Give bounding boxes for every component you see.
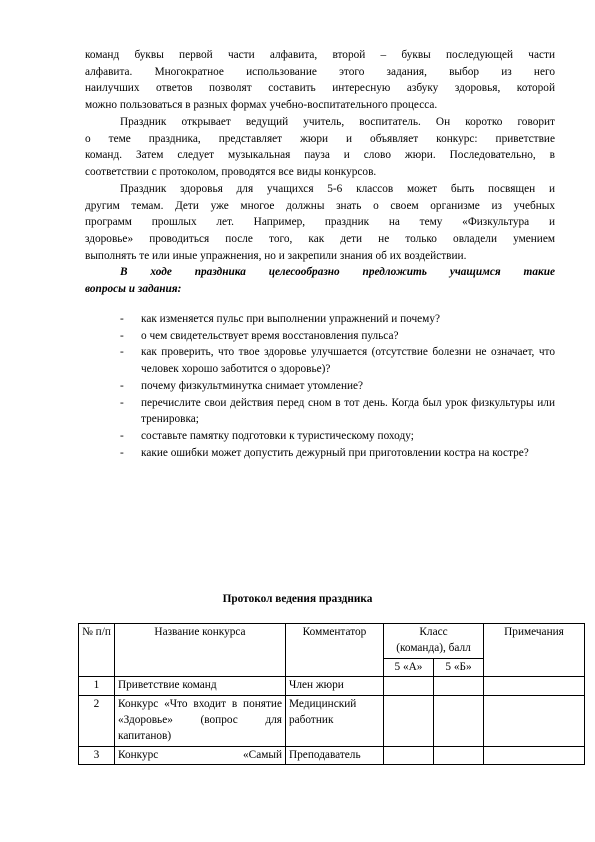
list-item xyxy=(120,344,555,377)
cell-score-b xyxy=(434,746,484,765)
bullet-marker: - xyxy=(120,396,124,409)
cell-notes xyxy=(484,677,585,696)
table-header-row xyxy=(79,624,585,659)
text-line: о теме праздника, представляет жюри и объявляет конкурс: приветствие xyxy=(85,132,555,145)
cell-notes xyxy=(484,696,585,746)
cell-name: Приветствие команд xyxy=(115,677,286,696)
text-line: соответствии с протоколом, проводятся все виды конкурсов. xyxy=(85,166,377,179)
text-line: здоровье» проводиться после того, как дети не только овладели умением xyxy=(85,233,555,246)
cell-name: Конкурс «Самый xyxy=(115,746,286,765)
header-class-b: 5 «Б» xyxy=(434,658,484,677)
bullet-marker: - xyxy=(120,429,124,442)
bullet-marker: - xyxy=(120,329,124,342)
bullet-marker: - xyxy=(120,346,124,359)
text-line: выполнять те или иные упражнения, но и закрепили знания об их воздействии. xyxy=(85,249,467,262)
bullet-marker: - xyxy=(120,379,124,392)
list-item-text: как изменяется пульс при выполнении упражнений и почему? xyxy=(141,313,440,325)
text-line: Праздник открывает ведущий учитель, воспитатель. Он коротко говорит xyxy=(120,116,555,128)
list-item xyxy=(120,378,555,395)
list-item-text: какие ошибки может допустить дежурный при приготовлении костра на костре? xyxy=(141,446,529,459)
text-line: программ прошлых лет. Например, праздник на тему «Физкультура и xyxy=(85,216,555,229)
text-line: Праздник здоровья для учащихся 5-6 классов может быть посвящен и xyxy=(120,183,555,195)
cell-commentator: Медицинский работник xyxy=(286,696,384,746)
text-line: В ходе праздника целесообразно предложить учащимся такие xyxy=(120,266,555,278)
table-row xyxy=(79,696,585,746)
cell-notes xyxy=(484,746,585,765)
bullet-marker: - xyxy=(120,446,124,459)
table-caption: Протокол ведения праздника xyxy=(222,593,373,605)
questions-intro xyxy=(85,264,555,297)
questions-list xyxy=(120,311,555,461)
text-line: вопросы и задания: xyxy=(85,282,182,295)
table-row xyxy=(79,677,585,696)
text-line: можно пользоваться в разных формах учебно-воспитательного процесса. xyxy=(85,99,438,112)
list-item-text: почему физкультминутка снимает утомление? xyxy=(141,379,364,392)
cell-score-b xyxy=(434,696,484,746)
cell-num: 3 xyxy=(79,746,115,765)
header-class: Класс (команда), балл xyxy=(384,624,484,659)
cell-score-b xyxy=(434,677,484,696)
paragraph-1 xyxy=(85,47,555,114)
paragraph-2 xyxy=(85,114,555,181)
list-item xyxy=(120,445,555,462)
cell-commentator: Преподаватель xyxy=(286,746,384,765)
text-line: алфавита. Многократное использование этого задания, выбор из него xyxy=(85,65,555,78)
list-item xyxy=(120,311,555,328)
cell-score-a xyxy=(384,696,434,746)
cell-commentator: Член жюри xyxy=(286,677,384,696)
list-item-text: перечислите свои действия перед сном в тот день. Когда был урок физкультуры или тренировка; xyxy=(141,396,555,426)
table-row xyxy=(79,746,585,765)
text-line: команд буквы первой части алфавита, второй – буквы последующей части xyxy=(85,49,555,61)
list-item xyxy=(120,395,555,428)
list-item-text: о чем свидетельствует время восстановления пульса? xyxy=(141,329,399,342)
header-num: № п/п xyxy=(79,624,115,677)
paragraph-3 xyxy=(85,181,555,265)
list-item-text: составьте памятку подготовки к туристическому походу; xyxy=(141,429,414,442)
header-class-a: 5 «А» xyxy=(384,658,434,677)
cell-name: Конкурс «Что входит в понятие «Здоровье» (вопрос для капитанов) xyxy=(115,696,286,746)
text-line: другим темам. Дети уже многое должны знать о своем организме из учебных xyxy=(85,199,555,212)
header-commentator: Комментатор xyxy=(286,624,384,677)
list-item xyxy=(120,428,555,445)
cell-score-a xyxy=(384,677,434,696)
header-notes: Примечания xyxy=(484,624,585,677)
list-item-text: как проверить, что твое здоровье улучшается (отсутствие болезни не означает, что человек хорошо заботится о здоровье)? xyxy=(141,346,555,376)
text-line: наилучших ответов позволят составить интересную азбуку здоровья, которой xyxy=(85,82,555,95)
cell-score-a xyxy=(384,746,434,765)
list-item xyxy=(120,328,555,345)
cell-num: 1 xyxy=(79,677,115,696)
bullet-marker: - xyxy=(120,313,124,325)
header-name: Название конкурса xyxy=(115,624,286,677)
text-line: команд. Затем следует музыкальная пауза и слово жюри. Последовательно, в xyxy=(85,149,555,162)
protocol-table xyxy=(78,623,585,765)
cell-num: 2 xyxy=(79,696,115,746)
